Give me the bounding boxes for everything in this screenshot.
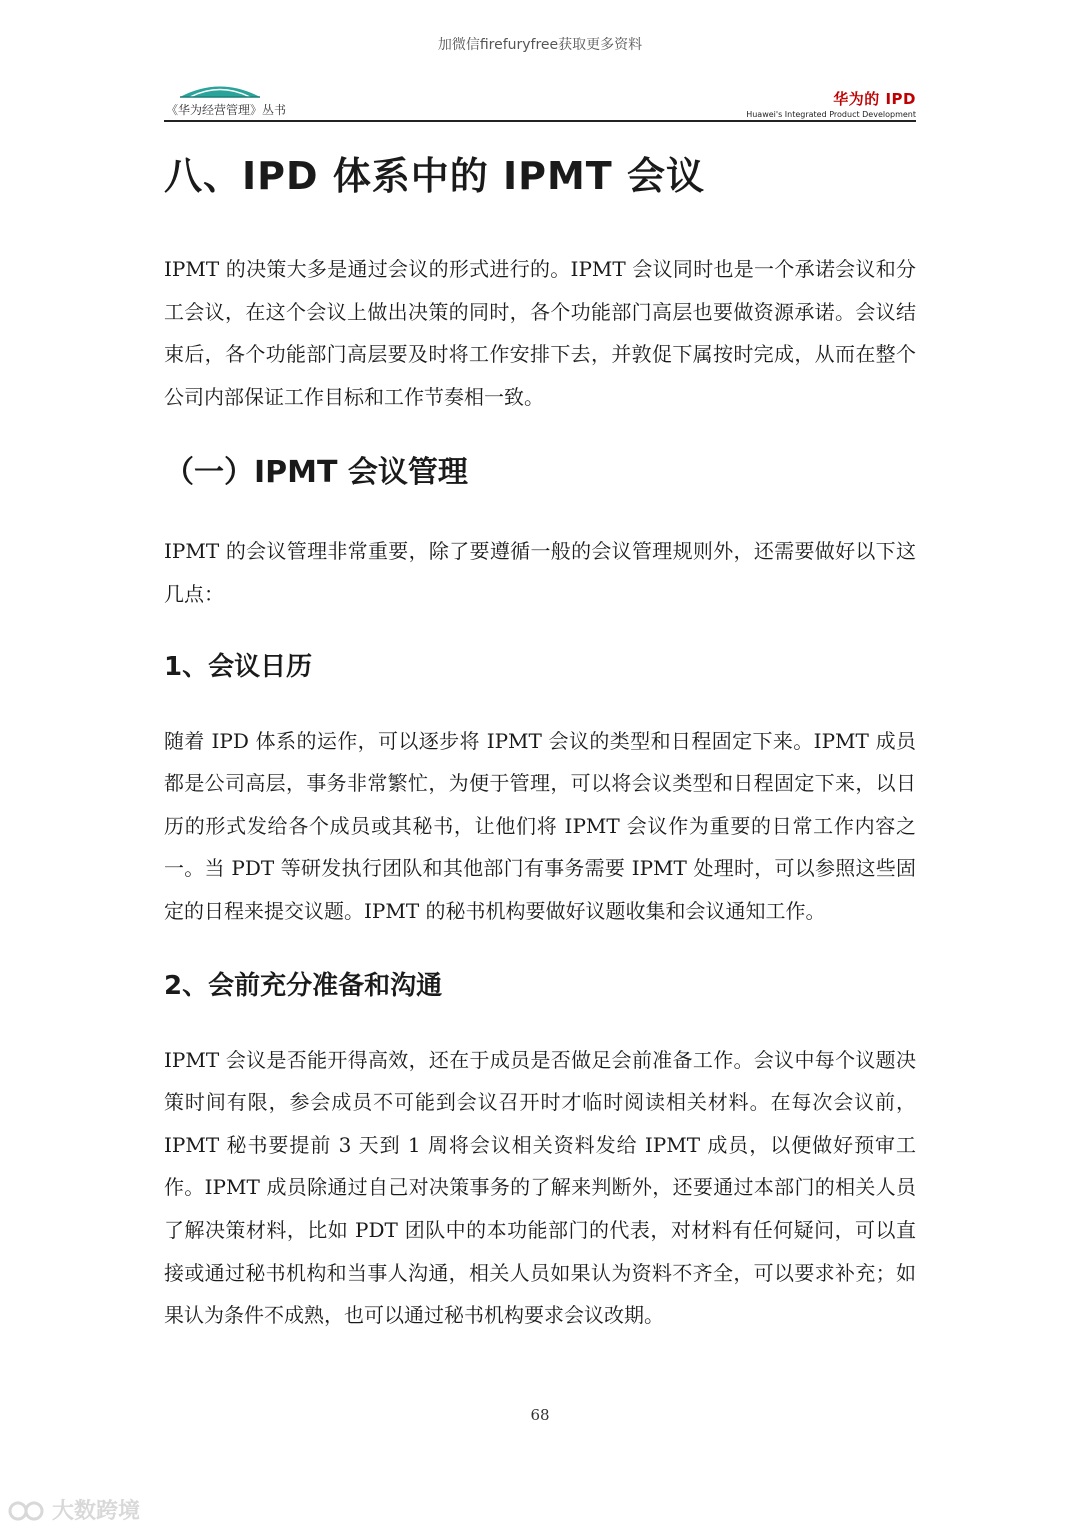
brand-subtitle: Huawei's Integrated Product Development [746, 110, 916, 119]
header-divider [164, 120, 916, 122]
bottom-watermark [8, 1494, 140, 1525]
page-number: 68 [530, 1406, 550, 1424]
subsection-paragraph-calendar: 随着 IPD 体系的运作，可以逐步将 IPMT 会议的类型和日程固定下来。IPMT 成员都是公司高层，事务非常繁忙，为便于管理，可以将会议类型和日程固定下来，以日历的形式发给各个成员或其秘书，让他们将 IPMT 会议作为重要的日常工作内容之一。当 PDT 等研发执行团队和其他部门有事务需要 IPMT 处理时，可以参照这些固定的日程来提交议题。IPMT 的秘书机构要做好议题收集和会议通知工作。 [164, 728, 916, 923]
subsection-title-calendar: 1、会议日历 [164, 651, 313, 682]
top-watermark: 加微信firefuryfree获取更多资料 [437, 37, 643, 53]
subsection-title-preparation: 2、会前充分准备和沟通 [164, 970, 443, 1001]
watermark-logo-icon [8, 1499, 48, 1521]
brand-title: 华为的 IPD [833, 90, 916, 108]
chapter-title: 八、IPD 体系中的 IPMT 会议 [164, 154, 705, 198]
brand-block [746, 88, 916, 119]
series-logo-icon [180, 80, 260, 102]
series-title: 《华为经营管理》丛书 [166, 103, 287, 117]
section-title: （一）IPMT 会议管理 [164, 455, 468, 491]
bottom-watermark-text: 大数跨境 [52, 1499, 141, 1524]
subsection-paragraph-preparation: IPMT 会议是否能开得高效，还在于成员是否做足会前准备工作。会议中每个议题决策时间有限，参会成员不可能到会议召开时才临时阅读相关材料。在每次会议前，IPMT 秘书要提前 3 天到 1 周将会议相关资料发给 IPMT 成员，以便做好预审工作。IPMT 成员除通过自己对决策事务的了解来判断外，还要通过本部门的相关人员了解决策材料，比如 PDT 团队中的本功能部门的代表，对材料有任何疑问，可以直接或通过秘书机构和当事人沟通，相关人员如果认为资料不齐全，可以要求补充；如果认为条件不成熟，也可以通过秘书机构要求会议改期。 [164, 1047, 916, 1328]
page-body [164, 146, 916, 1337]
intro-paragraph: IPMT 的决策大多是通过会议的形式进行的。IPMT 会议同时也是一个承诺会议和分工会议，在这个会议上做出决策的同时，各个功能部门高层也要做资源承诺。会议结束后，各个功能部门高层要及时将工作安排下去，并敦促下属按时完成，从而在整个公司内部保证工作目标和工作节奏相一致。 [164, 257, 916, 409]
section-paragraph: IPMT 的会议管理非常重要，除了要遵循一般的会议管理规则外，还需要做好以下这几点： [164, 539, 916, 606]
